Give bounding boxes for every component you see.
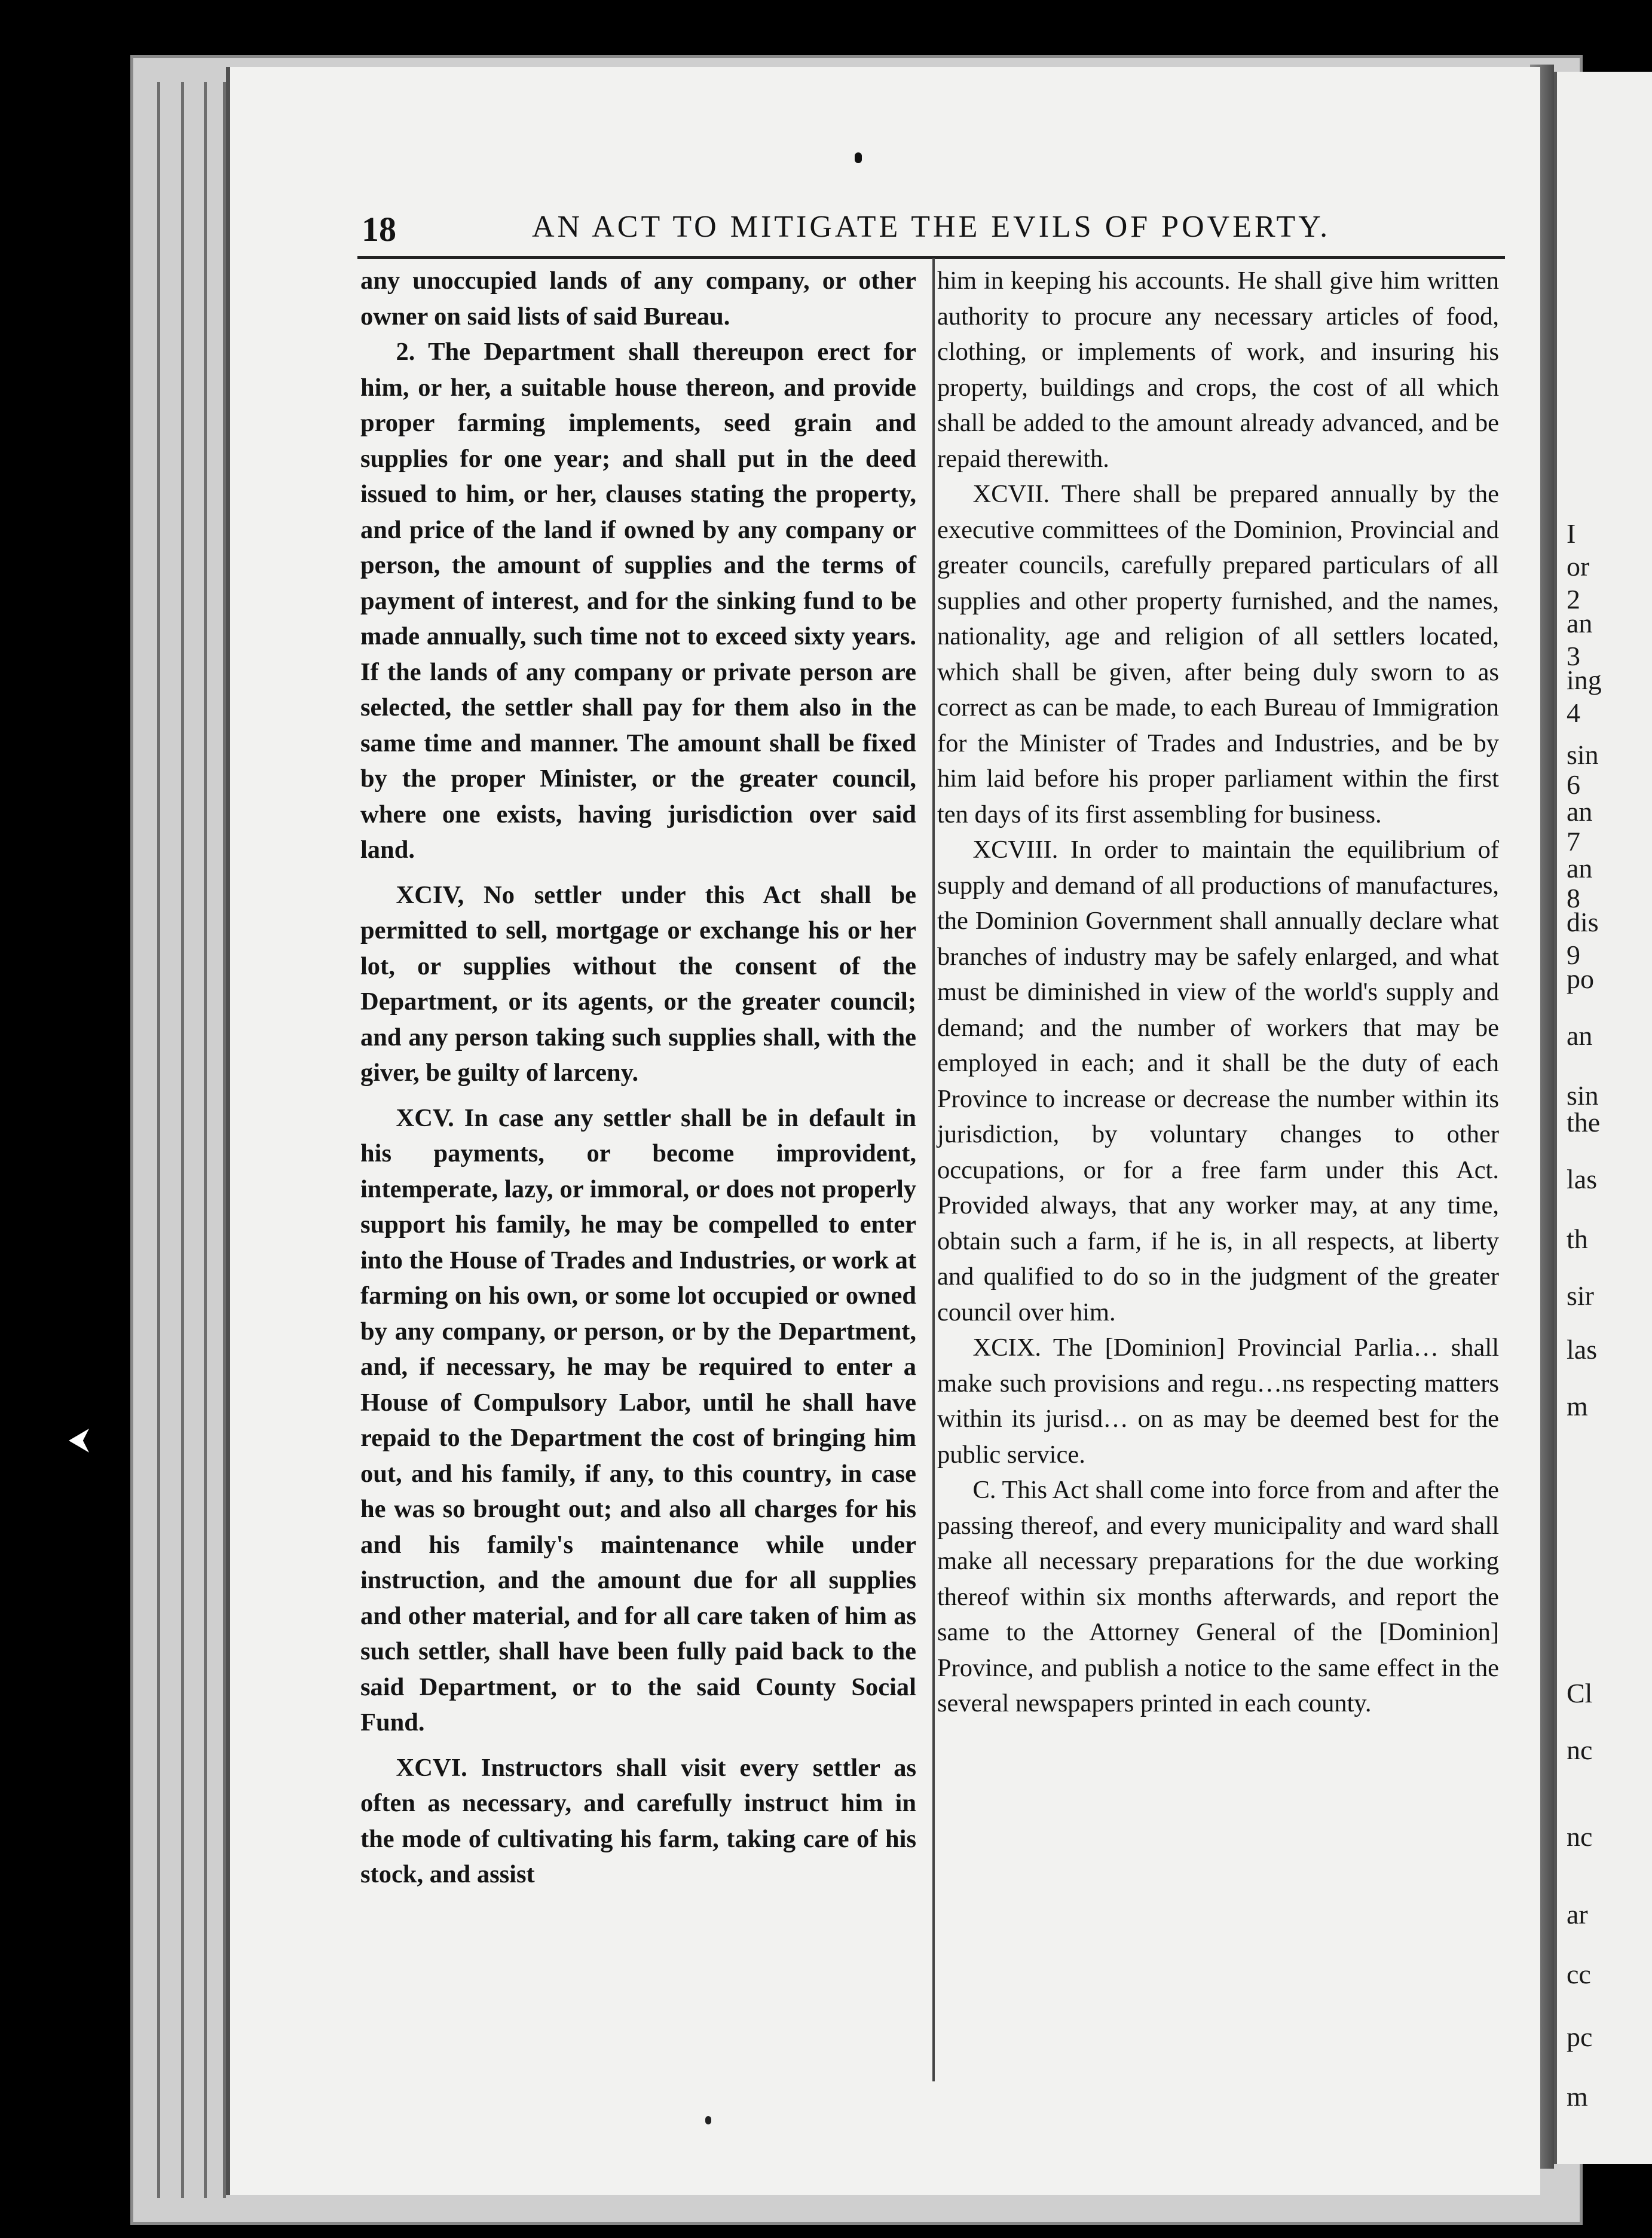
page-edge-line <box>181 82 184 2198</box>
facing-fragment: an <box>1567 1020 1593 1051</box>
facing-fragment: m <box>1567 1391 1588 1421</box>
ink-speck <box>855 152 862 163</box>
facing-fragment: 4 <box>1567 698 1580 728</box>
section-xcvii: XCVII. There shall be prepared annually by the executive committees of the Dominion, Provincial and greater councils, carefully prepared particulars of all supplies and other property furnished, and the names, nationality, age and religion of all settlers located, which shall be given, after being duly sworn to as correct as can be made, to each Bureau of Immigration for the Minister of Trades and Industries, and be by him laid before his proper parliament within the first ten days of its first assembling for business. <box>937 480 1499 828</box>
section-xcviii: XCVIII. In order to maintain the equilibrium of supply and demand of all productions of manufactures, the Dominion Government shall annually declare what branches of industry may be safely enlarged, and what must be diminished in view of the world's supply and demand; and the number of workers that may be employed in each; and it shall be the duty of each Province to increase or decrease the number within its jurisdiction, by voluntary changes to other occupations, or for a free farm under this Act. Provided always, that any worker may, at any time, obtain such a farm, if he is, in all respects, at liberty and qualified to do so in the judgment of the greater council over him. <box>937 836 1499 1326</box>
facing-fragment: m <box>1567 2081 1588 2112</box>
section-xciv: XCIV, No settler under this Act shall be permitted to sell, mortgage or exchange his or her lot, or supplies without the consent of the Department, or its agents, or the greater council; and any person taking such supplies shall, with the giver, be guilty of larceny. <box>360 880 916 1087</box>
page-number: 18 <box>362 210 396 249</box>
facing-fragment: an <box>1567 608 1593 638</box>
facing-fragment: pc <box>1567 2022 1593 2052</box>
facing-fragment: an <box>1567 796 1593 827</box>
facing-fragment: th <box>1567 1224 1588 1254</box>
paragraph: any unoccupied lands of any company, or other owner on said lists of said Bureau. <box>360 267 916 331</box>
facing-fragment: 8 <box>1567 883 1580 913</box>
facing-fragment: nc <box>1567 1821 1593 1852</box>
facing-fragment: nc <box>1567 1735 1593 1765</box>
facing-page <box>1554 72 1652 2164</box>
paragraph: 2. The Department shall thereupon erect for him, or her, a suitable house thereon, and provide proper farming implements, seed grain and supplies for one year; and shall put in the deed issued to him, or her, clauses stating the property, and price of the land if owned by any company or person, the amount of supplies and the terms of payment of interest, and for the sinking fund to be made annually, such time not to exceed sixty years. If the lands of any company or private person are selected, the settler shall pay for them also in the same time and manner. The amount shall be fixed by the proper Minister, or the greater council, where one exists, having jurisdiction over said land. <box>360 338 916 864</box>
section-xcv: XCV. In case any settler shall be in default in his payments, or become improvident, intemperate, lazy, or immoral, or does not properly support his family, he may be compelled to enter into the House of Trades and Industries, or work at farming on his own, or some lot occupied or owned by any company, or person, or by the Department, and, if necessary, he may be required to enter a House of Compulsory Labor, until he shall have repaid to the Department the cost of bringing him out, and his family, if any, to this country, in case he was so brought out; and also all charges for his and his family's maintenance while under instruction, and the amount due for all supplies and other material, and for all care taken of him as such settler, shall have been fully paid back to the said Department, or to the said County Social Fund. <box>360 1103 916 1736</box>
facing-fragment: 3 <box>1567 641 1580 671</box>
facing-fragment: an <box>1567 853 1593 883</box>
facing-fragment: 7 <box>1567 826 1580 857</box>
facing-fragment: ar <box>1567 1899 1588 1930</box>
facing-fragment: the <box>1567 1107 1601 1138</box>
ink-speck <box>705 2116 711 2124</box>
facing-fragment: 6 <box>1567 769 1580 800</box>
section-c: C. This Act shall come into force from and after the passing thereof, and every municipality and ward shall make all necessary preparations for the due working thereof within six months afterwards, and report the same to the Attorney General of the [Dominion] Province, and publish a notice to the same effect in the several newspapers printed in each county. <box>937 1476 1499 1717</box>
facing-fragment: sin <box>1567 1080 1599 1111</box>
section-xcix: XCIX. The [Dominion] Provincial Parlia… shall make such provisions and regu…ns respecting matters within its jurisd… on as may be deemed best for the public service. <box>937 1334 1499 1469</box>
header-rule <box>357 256 1505 259</box>
facing-fragment: las <box>1567 1334 1598 1365</box>
left-column <box>360 263 916 1892</box>
page-tab-mark <box>69 1429 89 1453</box>
right-column <box>937 263 1499 1722</box>
facing-fragment: dis <box>1567 907 1599 937</box>
facing-fragment: 2 <box>1567 584 1580 614</box>
facing-fragment: 9 <box>1567 940 1580 970</box>
facing-fragment: sir <box>1567 1280 1594 1311</box>
page-edge-line <box>157 82 160 2198</box>
facing-fragment: I <box>1567 518 1576 549</box>
facing-fragment: po <box>1567 964 1594 994</box>
column-divider <box>932 258 935 2081</box>
facing-fragment: or <box>1567 551 1590 582</box>
facing-fragment: las <box>1567 1164 1598 1194</box>
section-xcvi: XCVI. Instructors shall visit every settler as often as necessary, and carefully instruct him in the mode of cultivating his farm, taking care of his stock, and assist <box>360 1753 916 1888</box>
running-head: AN ACT TO MITIGATE THE EVILS OF POVERTY. <box>532 210 1331 244</box>
page-edge-line <box>204 82 207 2198</box>
facing-fragment: sin <box>1567 739 1599 770</box>
facing-fragment: cc <box>1567 1959 1591 1989</box>
facing-fragment: ing <box>1567 665 1602 695</box>
paragraph: him in keeping his accounts. He shall give him written authority to procure any necessary articles of food, clothing, or implements of work, and insuring his property, buildings and crops, the cost of all which shall be added to the amount already advanced, and be repaid therewith. <box>937 267 1499 473</box>
facing-fragment: Cl <box>1567 1678 1593 1708</box>
